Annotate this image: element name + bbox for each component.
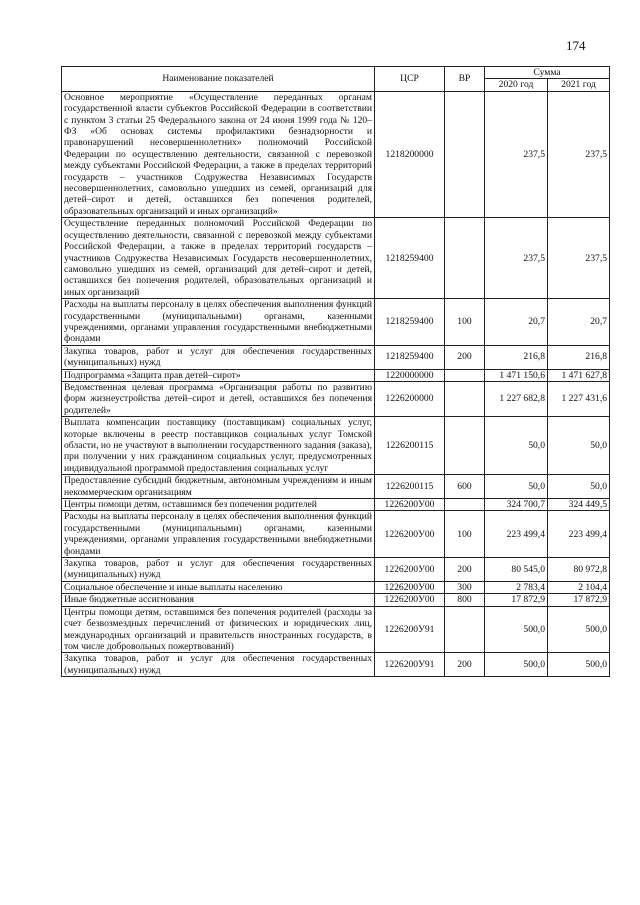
- table-header: [62, 67, 610, 92]
- row-sum-2021: 2 104,4: [548, 581, 610, 593]
- table-body: [62, 91, 610, 676]
- row-name: Центры помощи детям, оставшимся без попечения родителей: [62, 499, 375, 511]
- header-vr: ВР: [445, 67, 485, 92]
- row-csr: 1226200У00: [375, 558, 445, 582]
- row-sum-2020: 500,0: [485, 653, 548, 677]
- row-sum-2021: 500,0: [548, 606, 610, 653]
- row-csr: 1226200000: [375, 381, 445, 416]
- row-vr: [445, 91, 485, 217]
- row-sum-2021: 500,0: [548, 653, 610, 677]
- row-sum-2021: 20,7: [548, 299, 610, 346]
- row-name: Закупка товаров, работ и услуг для обеспечения государственных (муниципальных) нужд: [62, 653, 375, 677]
- row-name: Закупка товаров, работ и услуг для обеспечения государственных (муниципальных) нужд: [62, 345, 375, 369]
- row-vr: [445, 369, 485, 381]
- row-name: Расходы на выплаты персоналу в целях обеспечения выполнения функций государственными (муниципальными) органами, казенными учреждениями, органами управления государственными внебюджетными фондами: [62, 511, 375, 558]
- row-sum-2020: 500,0: [485, 606, 548, 653]
- row-sum-2021: 237,5: [548, 218, 610, 299]
- table-row: [62, 369, 610, 381]
- table-row: [62, 653, 610, 677]
- row-sum-2020: 17 872,9: [485, 594, 548, 606]
- header-name: Наименование показателей: [62, 67, 375, 92]
- row-vr: 100: [445, 299, 485, 346]
- row-sum-2020: 1 227 682,8: [485, 381, 548, 416]
- row-sum-2021: 17 872,9: [548, 594, 610, 606]
- row-sum-2020: 237,5: [485, 91, 548, 217]
- row-vr: [445, 606, 485, 653]
- row-sum-2021: 216,8: [548, 345, 610, 369]
- table-row: [62, 417, 610, 475]
- table-row: [62, 218, 610, 299]
- row-csr: 1218259400: [375, 299, 445, 346]
- row-vr: 200: [445, 558, 485, 582]
- header-year-2021: 2021 год: [548, 79, 610, 91]
- row-sum-2020: 2 783,4: [485, 581, 548, 593]
- page-number: 174: [566, 38, 586, 53]
- table-row: [62, 91, 610, 217]
- row-csr: 1226200У00: [375, 511, 445, 558]
- row-csr: 1226200У91: [375, 606, 445, 653]
- row-sum-2020: 237,5: [485, 218, 548, 299]
- row-name: Выплата компенсации поставщику (поставщикам) социальных услуг, которые включены в реестр поставщиков социальных услуг Томской области, но не участвуют в выполнении государственного задания (заказа), при получении у них гражданином социальных услуг, предусмотренных индивидуальной программой предоставления социальных услуг: [62, 417, 375, 475]
- row-vr: 100: [445, 511, 485, 558]
- row-csr: 1218259400: [375, 218, 445, 299]
- row-sum-2021: 50,0: [548, 475, 610, 499]
- budget-table: [61, 66, 610, 677]
- table-row: [62, 475, 610, 499]
- row-vr: [445, 381, 485, 416]
- row-name: Предоставление субсидий бюджетным, автономным учреждениям и иным некоммерческим организациям: [62, 475, 375, 499]
- row-name: Иные бюджетные ассигнования: [62, 594, 375, 606]
- header-csr: ЦСР: [375, 67, 445, 92]
- row-csr: 1226200У00: [375, 499, 445, 511]
- row-name: Ведомственная целевая программа «Организация работы по развитию форм жизнеустройства детей–сирот и детей, оставшихся без попечения родителей»: [62, 381, 375, 416]
- row-sum-2020: 1 471 150,6: [485, 369, 548, 381]
- row-vr: [445, 417, 485, 475]
- header-row: [62, 67, 610, 79]
- row-sum-2020: 80 545,0: [485, 558, 548, 582]
- row-sum-2021: 50,0: [548, 417, 610, 475]
- table-row: [62, 381, 610, 416]
- row-csr: 1226200115: [375, 417, 445, 475]
- table-row: [62, 606, 610, 653]
- row-sum-2020: 324 700,7: [485, 499, 548, 511]
- row-sum-2021: 324 449,5: [548, 499, 610, 511]
- header-sum: Сумма: [485, 67, 610, 79]
- row-name: Социальное обеспечение и иные выплаты населению: [62, 581, 375, 593]
- row-sum-2021: 237,5: [548, 91, 610, 217]
- row-name: Расходы на выплаты персоналу в целях обеспечения выполнения функций государственными (муниципальными) органами, казенными учреждениями, органами управления государственными внебюджетными фондами: [62, 299, 375, 346]
- table-row: [62, 511, 610, 558]
- row-sum-2020: 223 499,4: [485, 511, 548, 558]
- row-vr: [445, 499, 485, 511]
- header-year-2020: 2020 год: [485, 79, 548, 91]
- table-row: [62, 594, 610, 606]
- row-sum-2021: 1 471 627,8: [548, 369, 610, 381]
- table-row: [62, 499, 610, 511]
- row-csr: 1226200115: [375, 475, 445, 499]
- row-sum-2021: 80 972,8: [548, 558, 610, 582]
- row-sum-2021: 223 499,4: [548, 511, 610, 558]
- row-name: Подпрограмма «Защита прав детей–сирот»: [62, 369, 375, 381]
- table-row: [62, 299, 610, 346]
- row-sum-2020: 50,0: [485, 417, 548, 475]
- row-sum-2020: 216,8: [485, 345, 548, 369]
- row-vr: [445, 218, 485, 299]
- row-csr: 1226200У91: [375, 653, 445, 677]
- row-sum-2021: 1 227 431,6: [548, 381, 610, 416]
- table-row: [62, 345, 610, 369]
- row-csr: 1218200000: [375, 91, 445, 217]
- table-row: [62, 558, 610, 582]
- row-name: Закупка товаров, работ и услуг для обеспечения государственных (муниципальных) нужд: [62, 558, 375, 582]
- row-vr: 600: [445, 475, 485, 499]
- row-name: Осуществление переданных полномочий Российской Федерации по осуществлению деятельности, связанной с перевозкой между субъектами Российской Федерации, а также в пределах территорий государств – участников Содружества Независимых Государств несовершеннолетних, самовольно ушедших из семей, организаций для детей–сирот и детей, оставшихся без попечения родителей, образовательных организаций и иных организаций: [62, 218, 375, 299]
- table-row: [62, 581, 610, 593]
- row-csr: 1220000000: [375, 369, 445, 381]
- row-csr: 1226200У00: [375, 594, 445, 606]
- row-vr: 300: [445, 581, 485, 593]
- row-sum-2020: 20,7: [485, 299, 548, 346]
- row-vr: 800: [445, 594, 485, 606]
- row-sum-2020: 50,0: [485, 475, 548, 499]
- row-name: Центры помощи детям, оставшимся без попечения родителей (расходы за счет безвозмездных перечислений от физических и юридических лиц, международных организаций и правительств иностранных государств, в том числе добровольных пожертвований): [62, 606, 375, 653]
- row-name: Основное мероприятие «Осуществление переданных органам государственной власти субъектов Российской Федерации в соответствии с пунктом 3 статьи 25 Федерального закона от 24 июня 1999 года № 120–ФЗ «Об основах системы профилактики безнадзорности и правонарушений несовершеннолетних» полномочий Российской Федерации по осуществлению деятельности, связанной с перевозкой между субъектами Российской Федерации, а также в пределах территорий государств – участников Содружества Независимых Государств несовершеннолетних, самовольно ушедших из семей, организаций для детей–сирот и детей, оставшихся без попечения родителей, образовательных организаций и иных организаций»: [62, 91, 375, 217]
- row-csr: 1218259400: [375, 345, 445, 369]
- row-vr: 200: [445, 653, 485, 677]
- row-vr: 200: [445, 345, 485, 369]
- row-csr: 1226200У00: [375, 581, 445, 593]
